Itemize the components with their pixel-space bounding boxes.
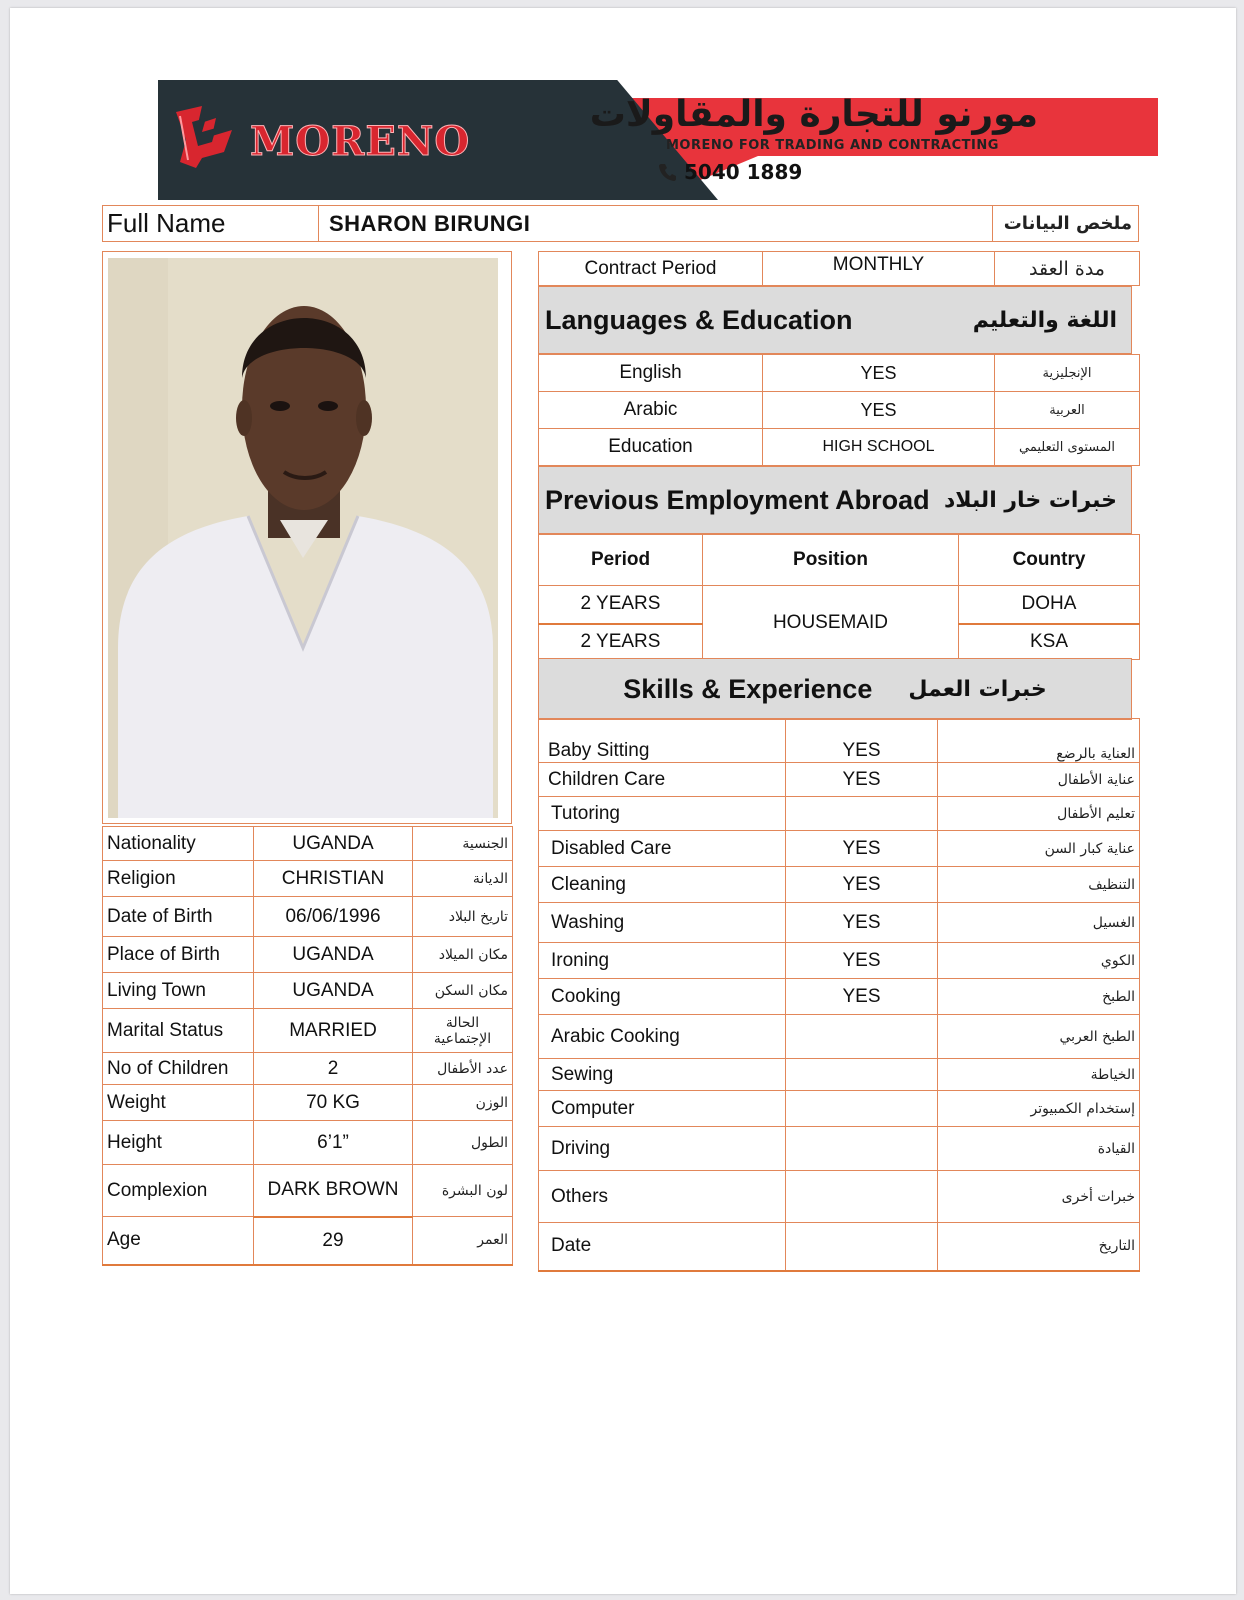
religion-label: Religion — [103, 861, 254, 897]
skill-value: YES — [786, 831, 938, 867]
skill-label: Tutoring — [539, 797, 786, 831]
arabic-label-ar: العربية — [995, 392, 1140, 429]
skill-label: Computer — [539, 1091, 786, 1127]
contract-period-label-ar: مدة العقد — [995, 252, 1140, 286]
employment-table — [538, 534, 1140, 660]
skill-label: Arabic Cooking — [539, 1015, 786, 1059]
living-town-value: UGANDA — [254, 973, 413, 1009]
skill-value — [786, 797, 938, 831]
age-label: Age — [103, 1217, 254, 1265]
table-row — [539, 943, 1140, 979]
skill-label-ar: التنظيف — [938, 867, 1140, 903]
skill-value — [786, 1059, 938, 1091]
skill-label-ar: الغسيل — [938, 903, 1140, 943]
table-row — [539, 355, 1140, 392]
table-row — [103, 1009, 513, 1053]
education-value: HIGH SCHOOL — [763, 429, 995, 466]
skill-value: YES — [786, 867, 938, 903]
skill-label-ar: إستخدام الكمبيوتر — [938, 1091, 1140, 1127]
full-name-label-ar: ملخص البيانات — [993, 206, 1139, 242]
candidate-photo-frame — [102, 251, 512, 824]
languages-table — [538, 354, 1140, 466]
table-row — [539, 392, 1140, 429]
table-row — [539, 903, 1140, 943]
skill-label-ar: القيادة — [938, 1127, 1140, 1171]
skill-label-ar: عناية كبار السن — [938, 831, 1140, 867]
skill-value: YES — [786, 979, 938, 1015]
table-row — [539, 1223, 1140, 1271]
table-row — [539, 797, 1140, 831]
marital-status-label-ar: الحالة الإجتماعية — [413, 1009, 513, 1053]
table-row — [539, 979, 1140, 1015]
skill-value: YES — [786, 719, 938, 763]
religion-value: CHRISTIAN — [254, 861, 413, 897]
skill-label-ar: الخياطة — [938, 1059, 1140, 1091]
complexion-label: Complexion — [103, 1165, 254, 1217]
skill-value: YES — [786, 943, 938, 979]
period-header: Period — [539, 535, 703, 586]
employment-position: HOUSEMAID — [703, 586, 959, 660]
skill-value: YES — [786, 763, 938, 797]
skills-title: Skills & Experience — [623, 673, 873, 704]
phone-icon — [658, 162, 678, 182]
cv-page — [10, 8, 1236, 1594]
dob-value: 06/06/1996 — [254, 897, 413, 937]
skill-label: Cleaning — [539, 867, 786, 903]
arabic-value: YES — [763, 392, 995, 429]
table-row — [539, 429, 1140, 466]
weight-label: Weight — [103, 1085, 254, 1121]
skill-value — [786, 1015, 938, 1059]
dob-label-ar: تاريخ البلاد — [413, 897, 513, 937]
table-row — [103, 1085, 513, 1121]
skills-title-ar: خبرات العمل — [908, 676, 1047, 702]
education-label: Education — [539, 429, 763, 466]
company-name-english: MORENO FOR TRADING AND CONTRACTING — [666, 138, 999, 153]
company-name-arabic: مورنو للتجارة والمقاولات — [589, 94, 1038, 135]
languages-section-header — [538, 286, 1132, 354]
table-row — [103, 973, 513, 1009]
skills-table — [538, 718, 1140, 1272]
logo-text: MORENO — [250, 118, 471, 165]
skill-label: Baby Sitting — [539, 719, 786, 763]
phone-contact — [658, 160, 802, 184]
skill-value — [786, 1127, 938, 1171]
children-label-ar: عدد الأطفال — [413, 1053, 513, 1085]
employment-title: Previous Employment Abroad — [545, 484, 930, 515]
weight-label-ar: الوزن — [413, 1085, 513, 1121]
company-banner — [158, 80, 1158, 200]
place-of-birth-label-ar: مكان الميلاد — [413, 937, 513, 973]
skill-label: Cooking — [539, 979, 786, 1015]
skill-label: Driving — [539, 1127, 786, 1171]
contract-period-label: Contract Period — [539, 252, 763, 286]
skill-value — [786, 1223, 938, 1271]
dob-label: Date of Birth — [103, 897, 254, 937]
personal-info-table — [102, 826, 513, 1266]
age-label-ar: العمر — [413, 1217, 513, 1265]
table-row — [103, 1121, 513, 1165]
skill-label: Children Care — [539, 763, 786, 797]
employment-header-row — [539, 535, 1140, 586]
table-row — [539, 1091, 1140, 1127]
education-label-ar: المستوى التعليمي — [995, 429, 1140, 466]
nationality-label: Nationality — [103, 827, 254, 861]
table-row — [539, 1015, 1140, 1059]
table-row — [539, 719, 1140, 763]
contract-period-value: MONTHLY — [763, 252, 995, 286]
full-name-label: Full Name — [103, 206, 319, 242]
skill-value — [786, 1171, 938, 1223]
skill-label-ar: العناية بالرضع — [938, 719, 1140, 763]
nationality-value: UGANDA — [254, 827, 413, 861]
position-header: Position — [703, 535, 959, 586]
table-row — [103, 937, 513, 973]
table-row — [539, 586, 1140, 624]
employment-period: 2 YEARS — [539, 586, 703, 624]
skill-label: Others — [539, 1171, 786, 1223]
table-row — [539, 831, 1140, 867]
table-row — [103, 897, 513, 937]
table-row — [539, 1059, 1140, 1091]
children-label: No of Children — [103, 1053, 254, 1085]
living-town-label: Living Town — [103, 973, 254, 1009]
children-value: 2 — [254, 1053, 413, 1085]
complexion-value: DARK BROWN — [254, 1165, 413, 1217]
marital-status-value: MARRIED — [254, 1009, 413, 1053]
skill-label-ar: عناية الأطفال — [938, 763, 1140, 797]
arabic-label: Arabic — [539, 392, 763, 429]
table-row — [103, 861, 513, 897]
languages-title-ar: اللغة والتعليم — [972, 307, 1117, 333]
marital-status-label: Marital Status — [103, 1009, 254, 1053]
employment-title-ar: خبرات خار البلاد — [943, 487, 1117, 513]
religion-label-ar: الديانة — [413, 861, 513, 897]
height-value: 6’1” — [254, 1121, 413, 1165]
nationality-label-ar: الجنسية — [413, 827, 513, 861]
table-row — [539, 1127, 1140, 1171]
age-value: 29 — [254, 1217, 413, 1265]
living-town-label-ar: مكان السكن — [413, 973, 513, 1009]
skill-label: Washing — [539, 903, 786, 943]
employment-country: KSA — [959, 624, 1140, 660]
employment-period: 2 YEARS — [539, 624, 703, 660]
full-name-value: SHARON BIRUNGI — [319, 206, 993, 242]
place-of-birth-label: Place of Birth — [103, 937, 254, 973]
employment-country: DOHA — [959, 586, 1140, 624]
table-row — [539, 1171, 1140, 1223]
height-label: Height — [103, 1121, 254, 1165]
skill-label-ar: الكوي — [938, 943, 1140, 979]
skill-label-ar: تعليم الأطفال — [938, 797, 1140, 831]
height-label-ar: الطول — [413, 1121, 513, 1165]
country-header: Country — [959, 535, 1140, 586]
place-of-birth-value: UGANDA — [254, 937, 413, 973]
table-row — [103, 1053, 513, 1085]
table-row — [103, 827, 513, 861]
skill-value: YES — [786, 903, 938, 943]
table-row — [539, 867, 1140, 903]
contract-period-row — [538, 251, 1140, 286]
english-label: English — [539, 355, 763, 392]
skills-section-header — [538, 658, 1132, 720]
moreno-logo-icon — [172, 102, 236, 172]
table-row — [103, 1165, 513, 1217]
skill-label-ar: الطبخ — [938, 979, 1140, 1015]
english-value: YES — [763, 355, 995, 392]
skill-label-ar: الطبخ العربي — [938, 1015, 1140, 1059]
full-name-row — [102, 205, 1139, 242]
skill-label: Sewing — [539, 1059, 786, 1091]
phone-number: 5040 1889 — [684, 160, 803, 184]
weight-value: 70 KG — [254, 1085, 413, 1121]
skill-value — [786, 1091, 938, 1127]
complexion-label-ar: لون البشرة — [413, 1165, 513, 1217]
languages-title: Languages & Education — [545, 304, 853, 335]
candidate-photo — [108, 258, 498, 818]
table-row — [539, 763, 1140, 797]
skill-label: Ironing — [539, 943, 786, 979]
skill-label: Disabled Care — [539, 831, 786, 867]
table-row — [103, 1217, 513, 1265]
skill-label-ar: التاريخ — [938, 1223, 1140, 1271]
employment-section-header — [538, 466, 1132, 534]
skill-label-ar: خبرات أخرى — [938, 1171, 1140, 1223]
english-label-ar: الإنجليزية — [995, 355, 1140, 392]
skill-label: Date — [539, 1223, 786, 1271]
